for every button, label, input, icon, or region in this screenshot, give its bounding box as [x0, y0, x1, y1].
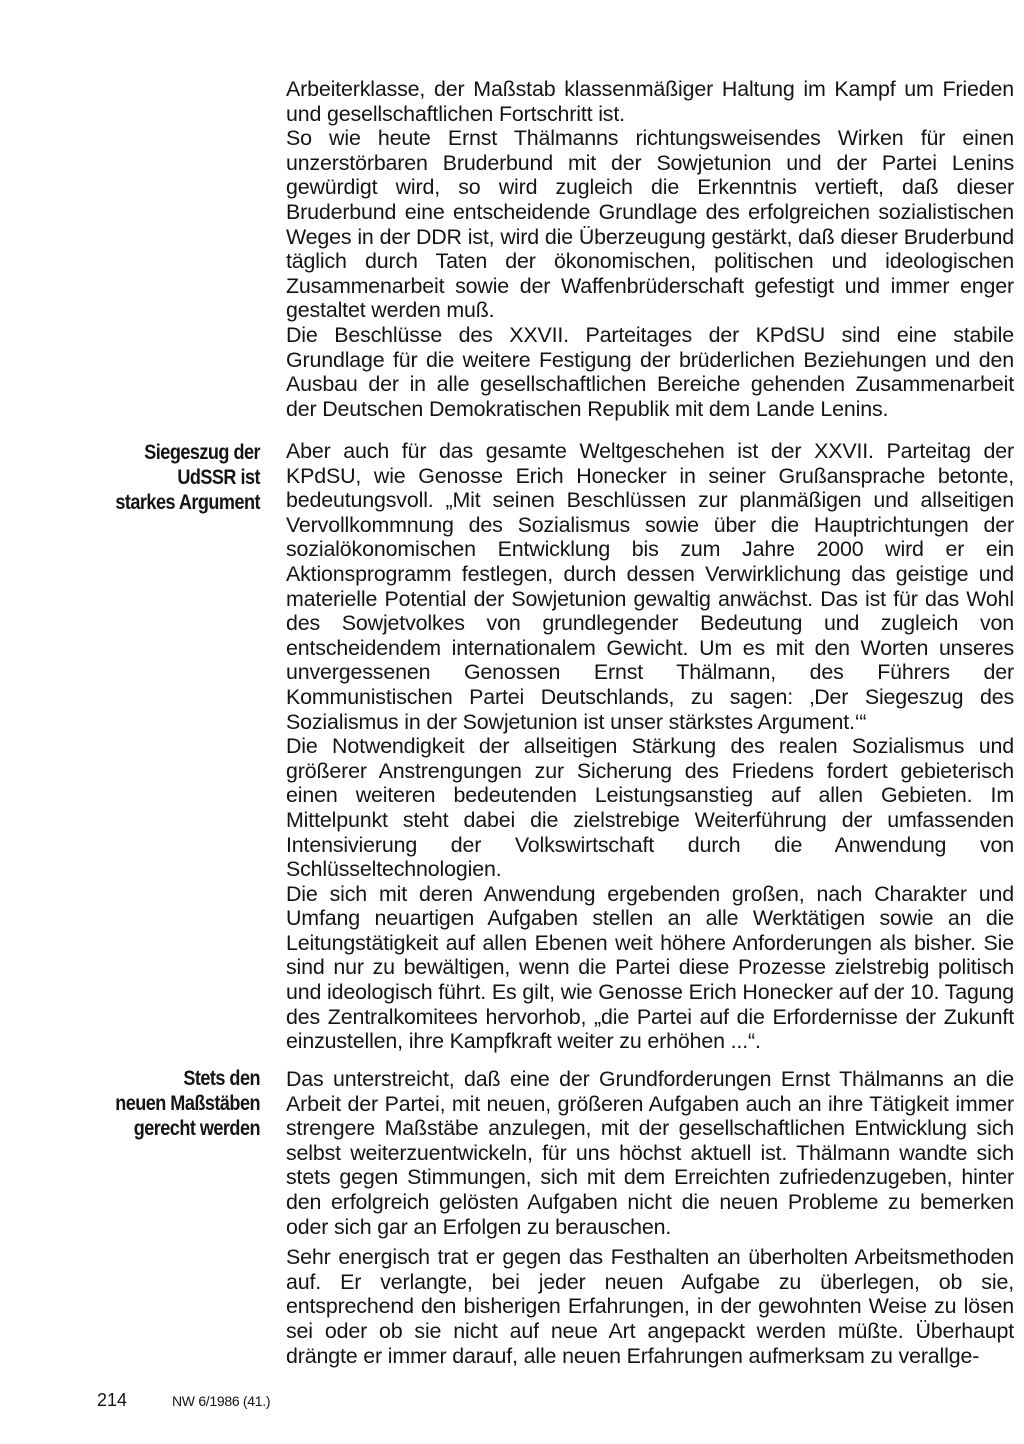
- page-number: 214: [97, 1390, 128, 1410]
- paragraph: Aber auch für das gesamte Weltgeschehen ist der XXVII. Parteitag der KPdSU, wie Genosse Erich Honecker in seiner Grußansprache betonte, bedeutungsvoll. „Mit seinen Beschlüssen zur planmäßigen und allseitigen Vervollkommnung des Sozialismus sowie über die Hauptrichtungen der sozialökonomischen Entwicklung bis zum Jahre 2000 wird er ein Aktionsprogramm festlegen, durch dessen Verwirklichung das geistige und materielle Potential der Sowjetunion gewaltig anwächst. Das ist für das Wohl des Sowjetvolkes von grundlegender Bedeutung und zugleich von entscheidendem internationalem Gewicht. Um es mit den Worten unseres unvergessenen Genossen Ernst Thälmann, des Führers der Kommunistischen Partei Deutschlands, zu sagen: ‚Der Siegeszug des Sozialismus in der Sowjetunion ist unser stärkstes Argument.‘“: [286, 439, 1014, 734]
- paragraph: Arbeiterklasse, der Maßstab klassenmäßiger Haltung im Kampf um Frieden und gesellschaftlichen Fortschritt ist.: [286, 77, 1014, 126]
- marginal-heading-line: neuen Maßstäben: [115, 1092, 260, 1115]
- paragraph: Sehr energisch trat er gegen das Festhalten an überholten Arbeitsmethoden auf. Er verlangte, bei jeder neuen Aufgabe zu überlegen, ob sie, entsprechend den bisherigen Erfahrungen, in der gewohnten Weise zu lösen sei oder ob sie nicht auf neue Art angepackt werden müßte. Überhaupt drängte er immer darauf, alle neuen Erfahrungen aufmerksam zu verallge-: [286, 1245, 1014, 1368]
- marginal-heading-line: Siegeszug der: [144, 441, 260, 464]
- marginal-heading-line: Stets den: [183, 1067, 260, 1090]
- paragraph: Das unterstreicht, daß eine der Grundforderungen Ernst Thälmanns an die Arbeit der Partei, mit neuen, größeren Aufgaben auch an ihre Tätigkeit immer strengere Maßstäbe anzulegen, mit der gesellschaftlichen Entwicklung sich selbst weiterzuentwickeln, für uns höchst aktuell ist. Thälmann wandte sich stets gegen Stimmungen, sich mit dem Erreichten zufriedenzugeben, hinter den erfolgreich gelösten Aufgaben nicht die neuen Probleme zu bemerken oder sich gar an Erfolgen zu berauschen.: [286, 1067, 1014, 1239]
- paragraph: Die Beschlüsse des XXVII. Parteitages der KPdSU sind eine stabile Grundlage für die weitere Festigung der brüderlichen Beziehungen und den Ausbau der in alle gesellschaftlichen Bereiche gehenden Zusammenarbeit der Deutschen Demokratischen Republik mit dem Lande Lenins.: [286, 322, 1014, 421]
- marginal-heading-line: starkes Argument: [115, 491, 260, 514]
- body-section-3: [286, 1067, 1014, 1368]
- source-reference: NW 6/1986 (41.): [172, 1393, 271, 1409]
- body-section-1: [286, 77, 1014, 421]
- marginal-heading-line: gerecht werden: [133, 1117, 260, 1140]
- marginal-heading-2: [88, 1066, 260, 1141]
- body-section-2: [286, 439, 1014, 1054]
- paragraph: So wie heute Ernst Thälmanns richtungsweisendes Wirken für einen unzerstörbaren Bruderbund mit der Sowjetunion und der Partei Lenins gewürdigt wird, so wird zugleich die Erkenntnis vertieft, daß dieser Bruderbund eine entscheidende Grundlage des erfolgreichen sozialistischen Weges in der DDR ist, wird die Überzeugung gestärkt, daß dieser Bruderbund täglich durch Taten der ökonomischen, politischen und ideologischen Zusammenarbeit sowie der Waffenbrüderschaft gefestigt und immer enger gestaltet werden muß.: [286, 126, 1014, 323]
- marginal-heading-line: UdSSR ist: [177, 466, 260, 489]
- paragraph: Die sich mit deren Anwendung ergebenden großen, nach Charakter und Umfang neuartigen Aufgaben stellen an alle Werktätigen sowie an die Leitungstätigkeit auf allen Ebenen weit höhere Anforderungen als bisher. Sie sind nur zu bewältigen, wenn die Partei diese Prozesse zielstrebig politisch und ideologisch führt. Es gilt, wie Genosse Erich Honecker auf der 10. Tagung des Zentralkomitees hervorhob, „die Partei auf die Erfordernisse der Zukunft einzustellen, ihre Kampfkraft weiter zu erhöhen ...“.: [286, 881, 1014, 1054]
- marginal-heading-1: [88, 440, 260, 515]
- paragraph: Die Notwendigkeit der allseitigen Stärkung des realen Sozialismus und größerer Anstrengungen zur Sicherung des Friedens fordert gebieterisch einen weiteren bedeutenden Leistungsanstieg auf allen Gebieten. Im Mittelpunkt steht dabei die zielstrebige Weiterführung der umfassenden Intensivierung der Volkswirtschaft durch die Anwendung von Schlüsseltechnologien.: [286, 734, 1014, 882]
